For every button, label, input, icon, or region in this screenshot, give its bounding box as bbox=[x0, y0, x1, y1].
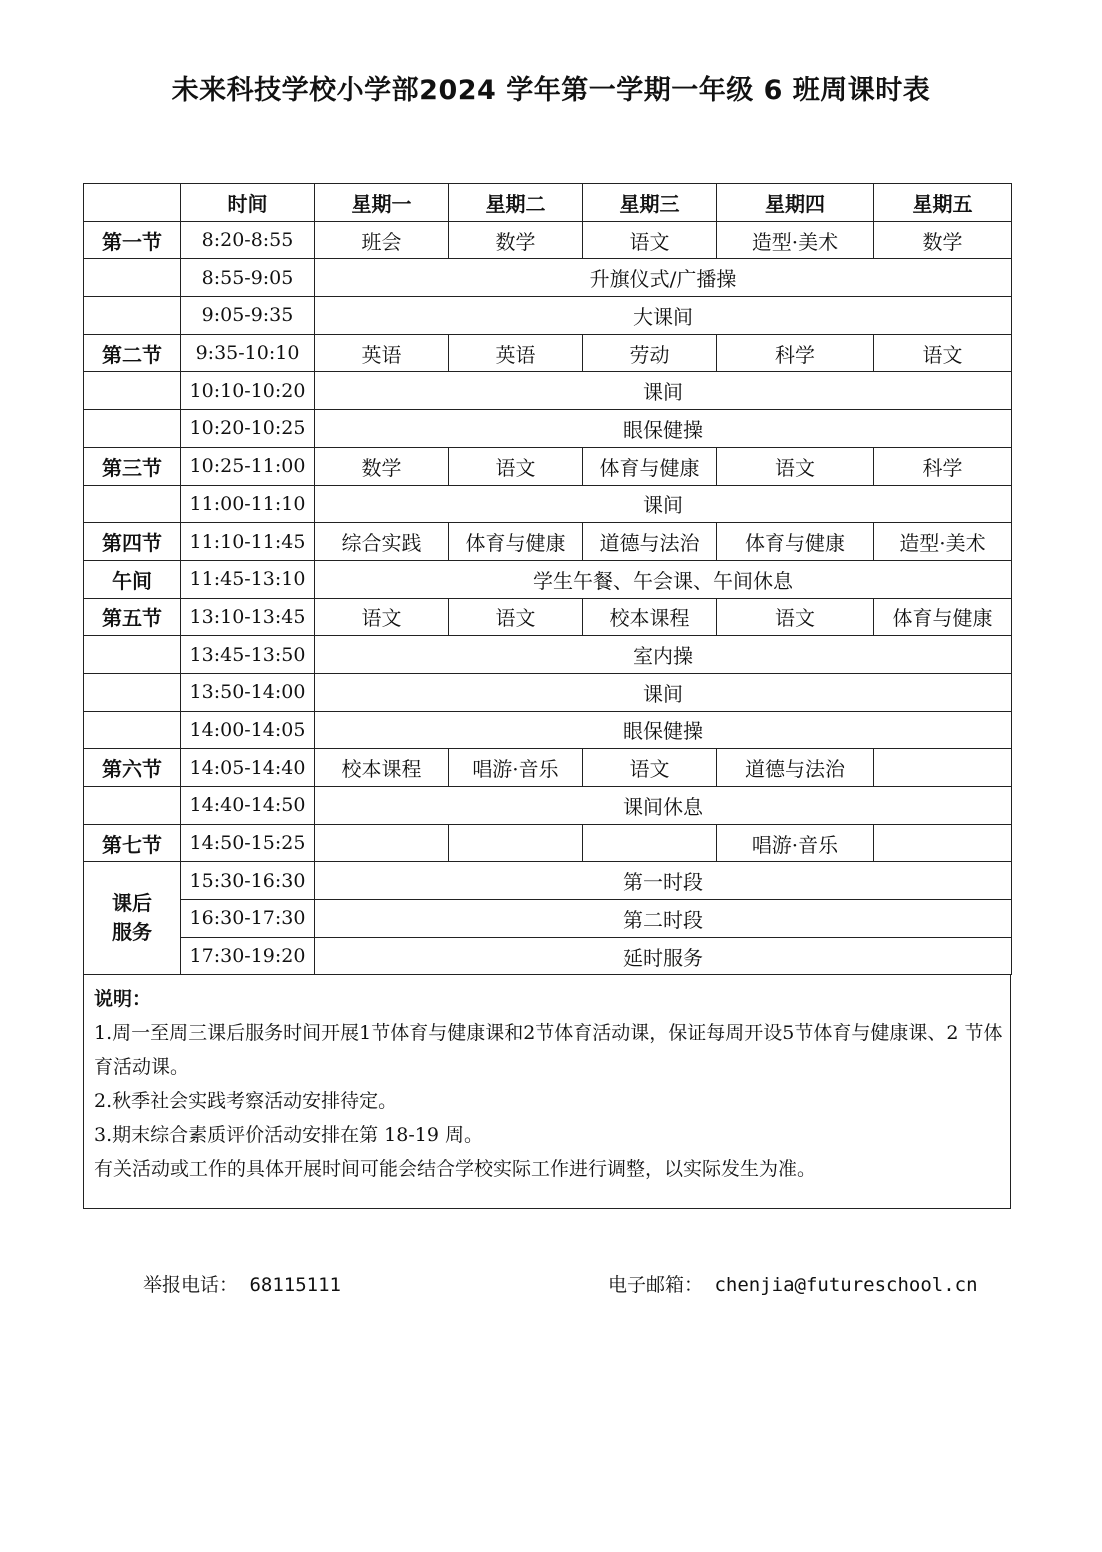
course-cell: 班会 bbox=[315, 221, 449, 259]
note-line: 1.周一至周三课后服务时间开展1节体育与健康课和2节体育活动课，保证每周开设5节体育与健康课、2 节体育活动课。 bbox=[94, 1022, 1003, 1078]
time-cell: 14:50-15:25 bbox=[181, 824, 315, 862]
course-cell: 造型·美术 bbox=[717, 221, 874, 259]
course-cell: 数学 bbox=[449, 221, 583, 259]
period-label: 第五节 bbox=[84, 598, 181, 636]
time-cell: 8:20-8:55 bbox=[181, 221, 315, 259]
time-cell: 10:10-10:20 bbox=[181, 372, 315, 410]
course-cell: 造型·美术 bbox=[874, 523, 1012, 561]
time-cell: 9:05-9:35 bbox=[181, 297, 315, 335]
table-row bbox=[84, 673, 1012, 711]
note-line: 3.期末综合素质评价活动安排在第 18-19 周。 bbox=[94, 1124, 483, 1146]
table-row bbox=[84, 749, 1012, 787]
course-cell: 体育与健康 bbox=[874, 598, 1012, 636]
course-cell: 语文 bbox=[315, 598, 449, 636]
time-cell: 15:30-16:30 bbox=[181, 862, 315, 900]
course-cell: 英语 bbox=[315, 334, 449, 372]
course-cell: 语文 bbox=[717, 447, 874, 485]
timetable bbox=[83, 183, 1012, 975]
period-label bbox=[84, 485, 181, 523]
contact-email bbox=[608, 1270, 978, 1297]
note-line: 2.秋季社会实践考察活动安排待定。 bbox=[94, 1090, 398, 1112]
email-address: chenjia@futureschool.cn bbox=[714, 1274, 978, 1296]
table-row bbox=[84, 297, 1012, 335]
course-cell: 体育与健康 bbox=[449, 523, 583, 561]
time-cell: 10:20-10:25 bbox=[181, 410, 315, 448]
notes-box bbox=[83, 974, 1011, 1209]
time-cell: 11:10-11:45 bbox=[181, 523, 315, 561]
period-label: 第三节 bbox=[84, 447, 181, 485]
activity-cell: 大课间 bbox=[315, 297, 1012, 335]
period-label bbox=[84, 787, 181, 825]
page-title: 未来科技学校小学部2024 学年第一学期一年级 6 班周课时表 bbox=[171, 75, 931, 106]
table-row bbox=[84, 259, 1012, 297]
time-cell: 14:40-14:50 bbox=[181, 787, 315, 825]
course-cell: 唱游·音乐 bbox=[717, 824, 874, 862]
period-label bbox=[84, 297, 181, 335]
period-label bbox=[84, 410, 181, 448]
table-row bbox=[84, 787, 1012, 825]
time-cell: 13:50-14:00 bbox=[181, 673, 315, 711]
period-label bbox=[84, 372, 181, 410]
activity-cell: 升旗仪式/广播操 bbox=[315, 259, 1012, 297]
time-cell: 17:30-19:20 bbox=[181, 937, 315, 975]
report-phone bbox=[143, 1270, 341, 1297]
time-cell: 14:00-14:05 bbox=[181, 711, 315, 749]
timetable-body bbox=[84, 221, 1012, 975]
activity-cell: 课间休息 bbox=[315, 787, 1012, 825]
course-cell: 语文 bbox=[874, 334, 1012, 372]
table-row bbox=[84, 447, 1012, 485]
course-cell: 唱游·音乐 bbox=[449, 749, 583, 787]
period-label bbox=[84, 711, 181, 749]
course-cell bbox=[449, 824, 583, 862]
table-row bbox=[84, 862, 1012, 900]
course-cell bbox=[583, 824, 717, 862]
course-cell: 语文 bbox=[583, 749, 717, 787]
course-cell: 语文 bbox=[583, 221, 717, 259]
course-cell: 校本课程 bbox=[315, 749, 449, 787]
course-cell: 语文 bbox=[717, 598, 874, 636]
course-cell: 劳动 bbox=[583, 334, 717, 372]
course-cell: 英语 bbox=[449, 334, 583, 372]
period-label: 第七节 bbox=[84, 824, 181, 862]
table-row bbox=[84, 598, 1012, 636]
time-cell: 11:45-13:10 bbox=[181, 560, 315, 598]
course-cell: 科学 bbox=[717, 334, 874, 372]
activity-cell: 眼保健操 bbox=[315, 410, 1012, 448]
after-school-label: 课后 服务 bbox=[84, 862, 181, 975]
table-row bbox=[84, 560, 1012, 598]
header-blank bbox=[84, 184, 181, 222]
time-cell: 10:25-11:00 bbox=[181, 447, 315, 485]
course-cell: 综合实践 bbox=[315, 523, 449, 561]
activity-cell: 第二时段 bbox=[315, 900, 1012, 938]
period-label: 第六节 bbox=[84, 749, 181, 787]
note-line: 有关活动或工作的具体开展时间可能会结合学校实际工作进行调整，以实际发生为准。 bbox=[94, 1158, 817, 1180]
activity-cell: 第一时段 bbox=[315, 862, 1012, 900]
header-monday: 星期一 bbox=[315, 184, 449, 222]
course-cell: 语文 bbox=[449, 447, 583, 485]
time-cell: 13:45-13:50 bbox=[181, 636, 315, 674]
header-row bbox=[84, 184, 1012, 222]
course-cell: 科学 bbox=[874, 447, 1012, 485]
course-cell: 语文 bbox=[449, 598, 583, 636]
activity-cell: 课间 bbox=[315, 372, 1012, 410]
header-time: 时间 bbox=[181, 184, 315, 222]
course-cell: 道德与法治 bbox=[717, 749, 874, 787]
table-row bbox=[84, 937, 1012, 975]
time-cell: 13:10-13:45 bbox=[181, 598, 315, 636]
notes-heading: 说明： bbox=[94, 988, 152, 1010]
table-row bbox=[84, 824, 1012, 862]
course-cell: 体育与健康 bbox=[583, 447, 717, 485]
activity-cell: 课间 bbox=[315, 673, 1012, 711]
table-row bbox=[84, 334, 1012, 372]
period-label: 第四节 bbox=[84, 523, 181, 561]
time-cell: 8:55-9:05 bbox=[181, 259, 315, 297]
time-cell: 14:05-14:40 bbox=[181, 749, 315, 787]
table-row bbox=[84, 410, 1012, 448]
period-label: 第一节 bbox=[84, 221, 181, 259]
table-row bbox=[84, 485, 1012, 523]
course-cell: 数学 bbox=[874, 221, 1012, 259]
email-label: 电子邮箱： bbox=[608, 1274, 704, 1296]
course-cell: 体育与健康 bbox=[717, 523, 874, 561]
period-label: 午间 bbox=[84, 560, 181, 598]
table-row bbox=[84, 900, 1012, 938]
period-label bbox=[84, 636, 181, 674]
course-cell: 道德与法治 bbox=[583, 523, 717, 561]
table-row bbox=[84, 221, 1012, 259]
activity-cell: 眼保健操 bbox=[315, 711, 1012, 749]
header-friday: 星期五 bbox=[874, 184, 1012, 222]
time-cell: 11:00-11:10 bbox=[181, 485, 315, 523]
header-wednesday: 星期三 bbox=[583, 184, 717, 222]
period-label bbox=[84, 259, 181, 297]
course-cell: 数学 bbox=[315, 447, 449, 485]
activity-cell: 延时服务 bbox=[315, 937, 1012, 975]
course-cell bbox=[315, 824, 449, 862]
activity-cell: 课间 bbox=[315, 485, 1012, 523]
course-cell: 校本课程 bbox=[583, 598, 717, 636]
period-label bbox=[84, 673, 181, 711]
table-row bbox=[84, 372, 1012, 410]
table-row bbox=[84, 711, 1012, 749]
phone-number: 68115111 bbox=[249, 1274, 341, 1296]
time-cell: 16:30-17:30 bbox=[181, 900, 315, 938]
course-cell bbox=[874, 749, 1012, 787]
table-row bbox=[84, 523, 1012, 561]
table-row bbox=[84, 636, 1012, 674]
activity-cell: 室内操 bbox=[315, 636, 1012, 674]
activity-cell: 学生午餐、午会课、午间休息 bbox=[315, 560, 1012, 598]
header-thursday: 星期四 bbox=[717, 184, 874, 222]
time-cell: 9:35-10:10 bbox=[181, 334, 315, 372]
period-label: 第二节 bbox=[84, 334, 181, 372]
course-cell bbox=[874, 824, 1012, 862]
phone-label: 举报电话： bbox=[143, 1274, 239, 1296]
header-tuesday: 星期二 bbox=[449, 184, 583, 222]
